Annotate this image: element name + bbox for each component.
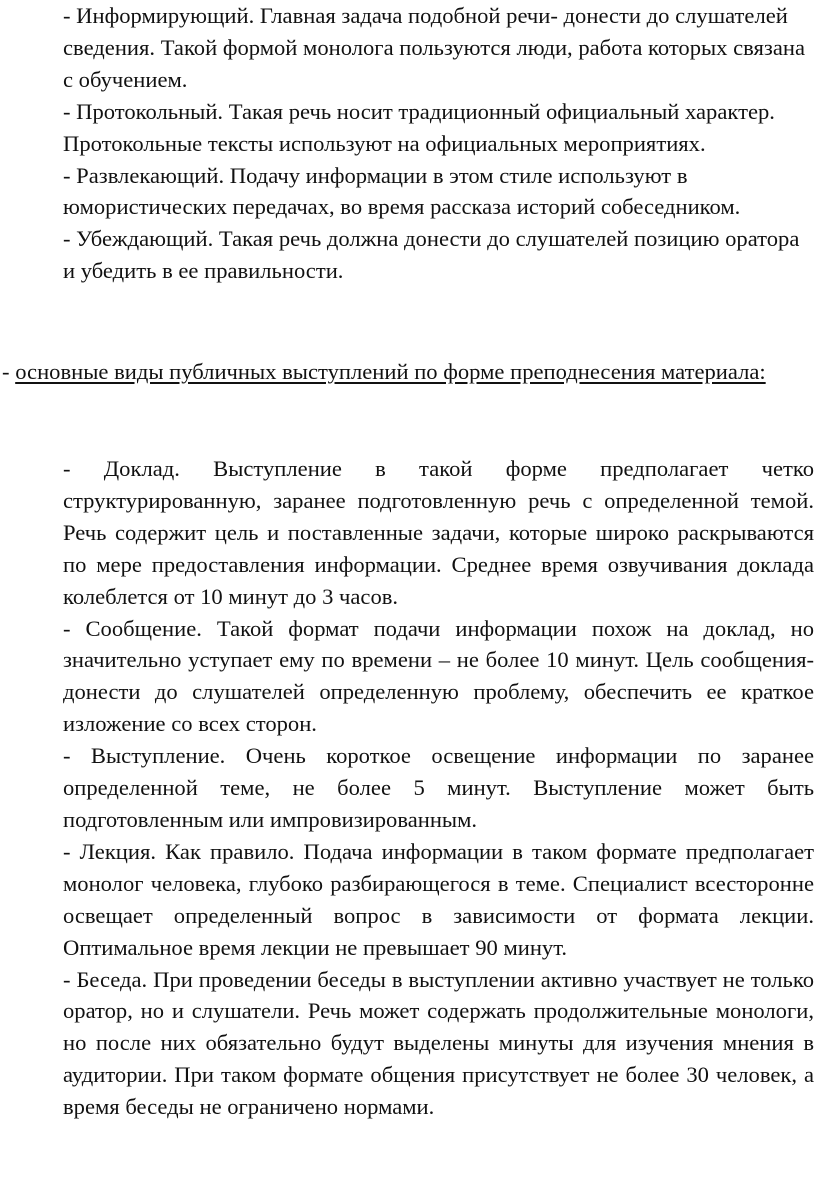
speech-types-by-form-list [63,453,814,1123]
section-heading [2,356,802,388]
list-item-speech: - Выступление. Очень короткое освещение информации по заранее определенной теме, не более 5 минут. Выступление может быть подготовленным или импровизированным. [63,743,814,832]
heading-dash: - [2,359,16,384]
list-item-lecture: - Лекция. Как правило. Подача информации в таком формате предполагает монолог человека, глубоко разбирающегося в теме. Специалист всесторонне освещает определенный вопрос в зависимости от формата лекции. Оптимальное время лекции не превышает 90 минут. [63,838,814,960]
list-item-entertaining: - Развлекающий. Подачу информации в этом стиле используют в юмористических передачах, во время рассказа историй собеседником. [63,162,741,220]
speech-types-by-purpose-list [63,0,813,287]
list-item-persuading: - Убеждающий. Такая речь должна донести до слушателей позицию оратора и убедить в ее правильности. [63,226,800,284]
list-item-informing: - Информирующий. Главная задача подобной речи- донести до слушателей сведения. Такой формой монолога пользуются люди, работа которых связана с обучением. [63,3,805,92]
list-item-report: - Доклад. Выступление в такой форме предполагает четко структурированную, заранее подготовленную речь с определенной темой. Речь содержит цель и поставленные задачи, которые широко раскрываются по мере предоставления информации. Среднее время озвучивания доклада колеблется от 10 минут до 3 часов. [63,456,814,609]
heading-text: основные виды публичных выступлений по форме преподнесения материала: [15,359,766,384]
list-item-conversation: - Беседа. При проведении беседы в выступлении активно участвует не только оратор, но и слушатели. Речь может содержать продолжительные монологи, но после них обязательно будут выделены минуты для изучения мнения в аудитории. При таком формате общения присутствует не более 30 человек, а время беседы не ограничено нормами. [63,966,814,1120]
list-item-protocol: - Протокольный. Такая речь носит традиционный официальный характер. Протокольные тексты используют на официальных мероприятиях. [63,98,775,156]
list-item-message: - Сообщение. Такой формат подачи информации похож на доклад, но значительно уступает ему по времени – не более 10 минут. Цель сообщения- донести до слушателей определенную проблему, обеспечить ее краткое изложение со всех сторон. [63,615,814,737]
